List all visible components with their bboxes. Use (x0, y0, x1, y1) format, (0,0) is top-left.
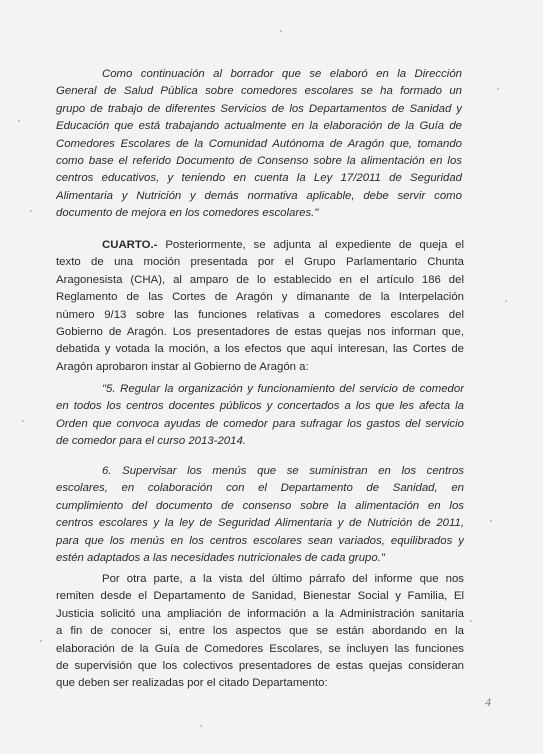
text-line: Gobierno de Aragón. Los presentadores de estas quejas nos informan que, (56, 326, 464, 339)
text-line: escolares, en colaboración con el Departamento de Sanidad, en (56, 482, 464, 495)
scan-speck (280, 30, 282, 32)
scan-speck (200, 725, 202, 727)
scan-speck (40, 640, 42, 642)
text-line: en todos los centros docentes públicos y concertados a los que les afecta la (56, 400, 464, 413)
text-line: Reglamento de las Cortes de Aragón y dimanante de la Interpelación (56, 291, 464, 304)
section-cuarto (56, 237, 464, 376)
quoted-paragraph-guide (56, 66, 462, 223)
text-line: como base el referido Documento de Consenso sobre la alimentación en los (56, 155, 462, 168)
section-heading: CUARTO.- (102, 239, 158, 251)
text-line: General de Salud Pública sobre comedores escolares se ha formado un (56, 85, 462, 98)
scan-speck (470, 620, 472, 622)
text-line: que deben ser realizadas por el citado Departamento: (56, 677, 328, 690)
text-line: "5. Regular la organización y funcionamiento del servicio de comedor (102, 383, 464, 395)
scan-speck (490, 520, 492, 522)
text-line: número 9/13 sobre las funciones relativas a comedores escolares del (56, 308, 464, 321)
text-line: debatida y votada la moción, a los efectos que aquí interesan, las Cortes de (56, 343, 464, 356)
text-line: Aragón aprobaron instar al Gobierno de Aragón a: (56, 360, 309, 373)
text-line: centros escolares y la ley de Seguridad Alimentaria y de Nutrición de 2011, (56, 517, 464, 530)
text-line: texto de una moción presentada por el Grupo Parlamentario Chunta (56, 256, 464, 269)
scan-speck (18, 120, 20, 122)
scan-speck (497, 88, 499, 90)
text-line: Educación que está trabajando actualmente en la elaboración de la Guía de (56, 120, 462, 133)
text-fragment: Posteriormente, se adjunta al expediente de queja el (157, 239, 464, 251)
text-line: cumplimiento del documento de consenso sobre la alimentación en los (56, 499, 464, 512)
text-line: a fin de conocer si, entre los aspectos que se están abordando en la (56, 625, 464, 638)
text-line: Justicia solicitó una ampliación de información a la Administración sanitaria (56, 607, 464, 620)
quoted-item-5 (56, 381, 464, 451)
text-line: elaboración de la Guía de Comedores Escolares, se incluyen las funciones (56, 642, 464, 655)
paragraph-supervision (56, 571, 464, 693)
text-line: Comedores Escolares de la Comunidad Autónoma de Aragón que, tomando (56, 137, 462, 150)
text-line: grupo de trabajo de diferentes Servicios de los Departamentos de Sanidad y (56, 102, 462, 115)
text-line: de supervisión que los colectivos presentadores de estas quejas consideran (56, 660, 464, 673)
text-line: estén adaptados a las necesidades nutricionales de cada grupo." (56, 552, 385, 565)
text-line: documento de mejora en los comedores escolares." (56, 207, 319, 220)
page-number: 4 (485, 695, 491, 709)
scan-speck (30, 210, 32, 212)
text-line: 6. Supervisar los menús que se suministran en los centros (102, 465, 464, 477)
text-line: de comedor para el curso 2013-2014. (56, 435, 246, 448)
text-line: Alimentaria y Nutrición y demás normativa aplicable, debe servir como (56, 189, 462, 202)
quoted-item-6 (56, 463, 464, 567)
scan-speck (505, 300, 507, 302)
text-line: Aragonesista (CHA), al amparo de lo establecido en el artículo 186 del (56, 273, 464, 286)
text-line: remiten desde el Departamento de Sanidad, Bienestar Social y Familia, El (56, 590, 464, 603)
text-line: centros educativos, y teniendo en cuenta la Ley 17/2011 de Seguridad (56, 172, 462, 185)
text-line (56, 237, 464, 254)
scan-speck (22, 420, 24, 422)
text-line: Como continuación al borrador que se elaboró en la Dirección (102, 68, 462, 80)
text-line: para que los menús en los centros escolares sean variados, equilibrados y (56, 534, 464, 547)
text-line: Por otra parte, a la vista del último párrafo del informe que nos (102, 573, 464, 585)
text-line: Orden que convoca ayudas de comedor para sufragar los gastos del servicio (56, 417, 464, 430)
